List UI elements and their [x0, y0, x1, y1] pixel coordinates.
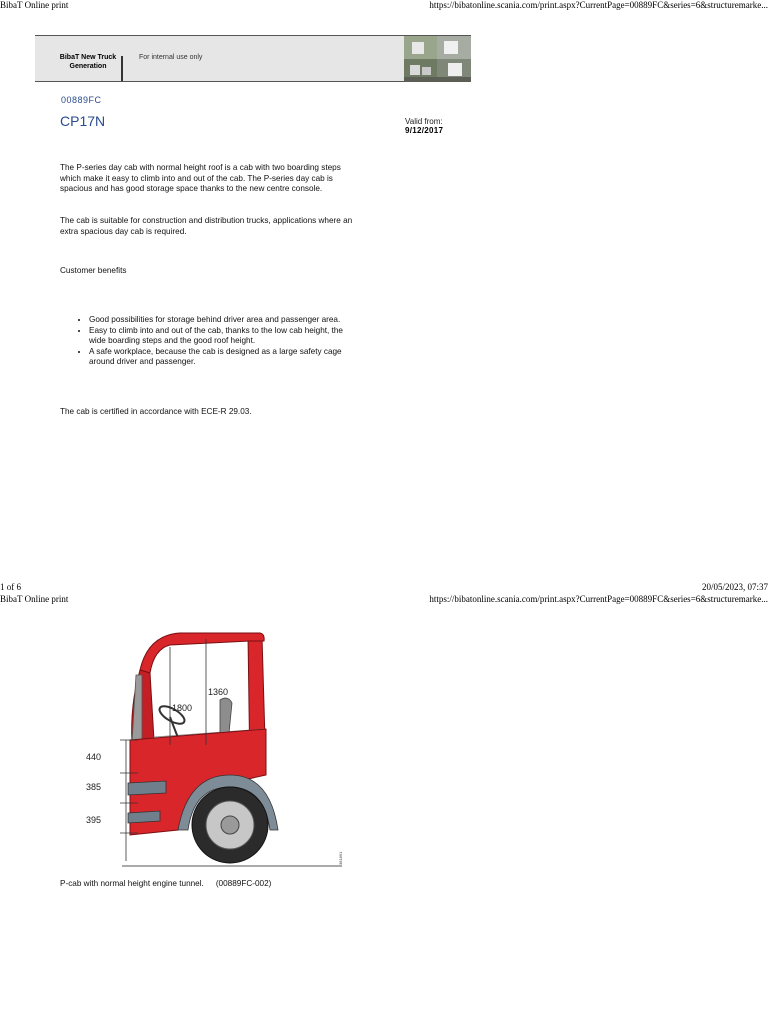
- banner-title-line2: Generation: [69, 63, 107, 70]
- document-banner: [35, 35, 471, 82]
- description-paragraph: The P-series day cab with normal height roof is a cab with two boarding steps which make it easy to climb into and out of the cab. The P-series day cab is spacious and has good storage space thanks to the new centre console.: [60, 163, 341, 194]
- valid-from-date: 9/12/2017: [405, 126, 444, 135]
- print-header-url[interactable]: https://bibatonline.scania.com/print.aspx?CurrentPage=00889FC&series=6&structuremarke...: [429, 0, 768, 10]
- dimension-step-2: 385: [86, 782, 102, 792]
- boarding-step-upper: [128, 781, 166, 795]
- valid-from-label: Valid from:: [405, 117, 443, 126]
- print-header-title: BibaT Online print: [0, 0, 69, 10]
- benefits-heading: Customer benefits: [60, 266, 127, 275]
- banner-divider: [121, 56, 123, 81]
- cab-roof: [140, 633, 264, 673]
- figure-caption: [60, 879, 271, 888]
- dimension-interior-height: 1800: [172, 703, 193, 713]
- cab-dimension-figure: [70, 625, 350, 875]
- list-item: • Good possibilities for storage behind driver area and passenger area.: [89, 315, 351, 326]
- print-header-url[interactable]: https://bibatonline.scania.com/print.aspx?CurrentPage=00889FC&series=6&structuremarke...: [429, 594, 768, 604]
- banner-title-line1: BibaT New Truck: [59, 54, 117, 61]
- dimension-step-3: 395: [86, 815, 102, 825]
- document-code: 00889FC: [61, 95, 102, 105]
- caption-code: (00889FC-002): [215, 879, 272, 888]
- boarding-step-lower: [128, 811, 160, 823]
- dimension-roof-height: 1360: [208, 687, 229, 697]
- page-number: 1 of 6: [0, 582, 21, 592]
- truck-photo-collage: [404, 36, 471, 82]
- figure-side-code: 381891: [338, 851, 343, 865]
- application-paragraph: The cab is suitable for construction and distribution trucks, applications where an extra spacious day cab is required.: [60, 216, 353, 236]
- banner-title: [45, 53, 131, 71]
- document-title: CP17N: [60, 113, 106, 129]
- list-item: • A safe workplace, because the cab is designed as a large safety cage around driver and passenger.: [89, 347, 351, 368]
- certification-text: The cab is certified in accordance with ECE-R 29.03.: [60, 407, 252, 416]
- dimension-step-1: 440: [86, 752, 102, 762]
- print-header-title: BibaT Online print: [0, 594, 69, 604]
- caption-text: P-cab with normal height engine tunnel.: [60, 879, 204, 888]
- print-timestamp: 20/05/2023, 07:37: [701, 582, 768, 592]
- list-item: • Easy to climb into and out of the cab, thanks to the low cab height, the wide boarding steps and the good roof height.: [89, 326, 351, 347]
- banner-note: For internal use only: [139, 54, 203, 61]
- wheel-hub: [221, 816, 239, 834]
- benefits-list: [80, 315, 351, 368]
